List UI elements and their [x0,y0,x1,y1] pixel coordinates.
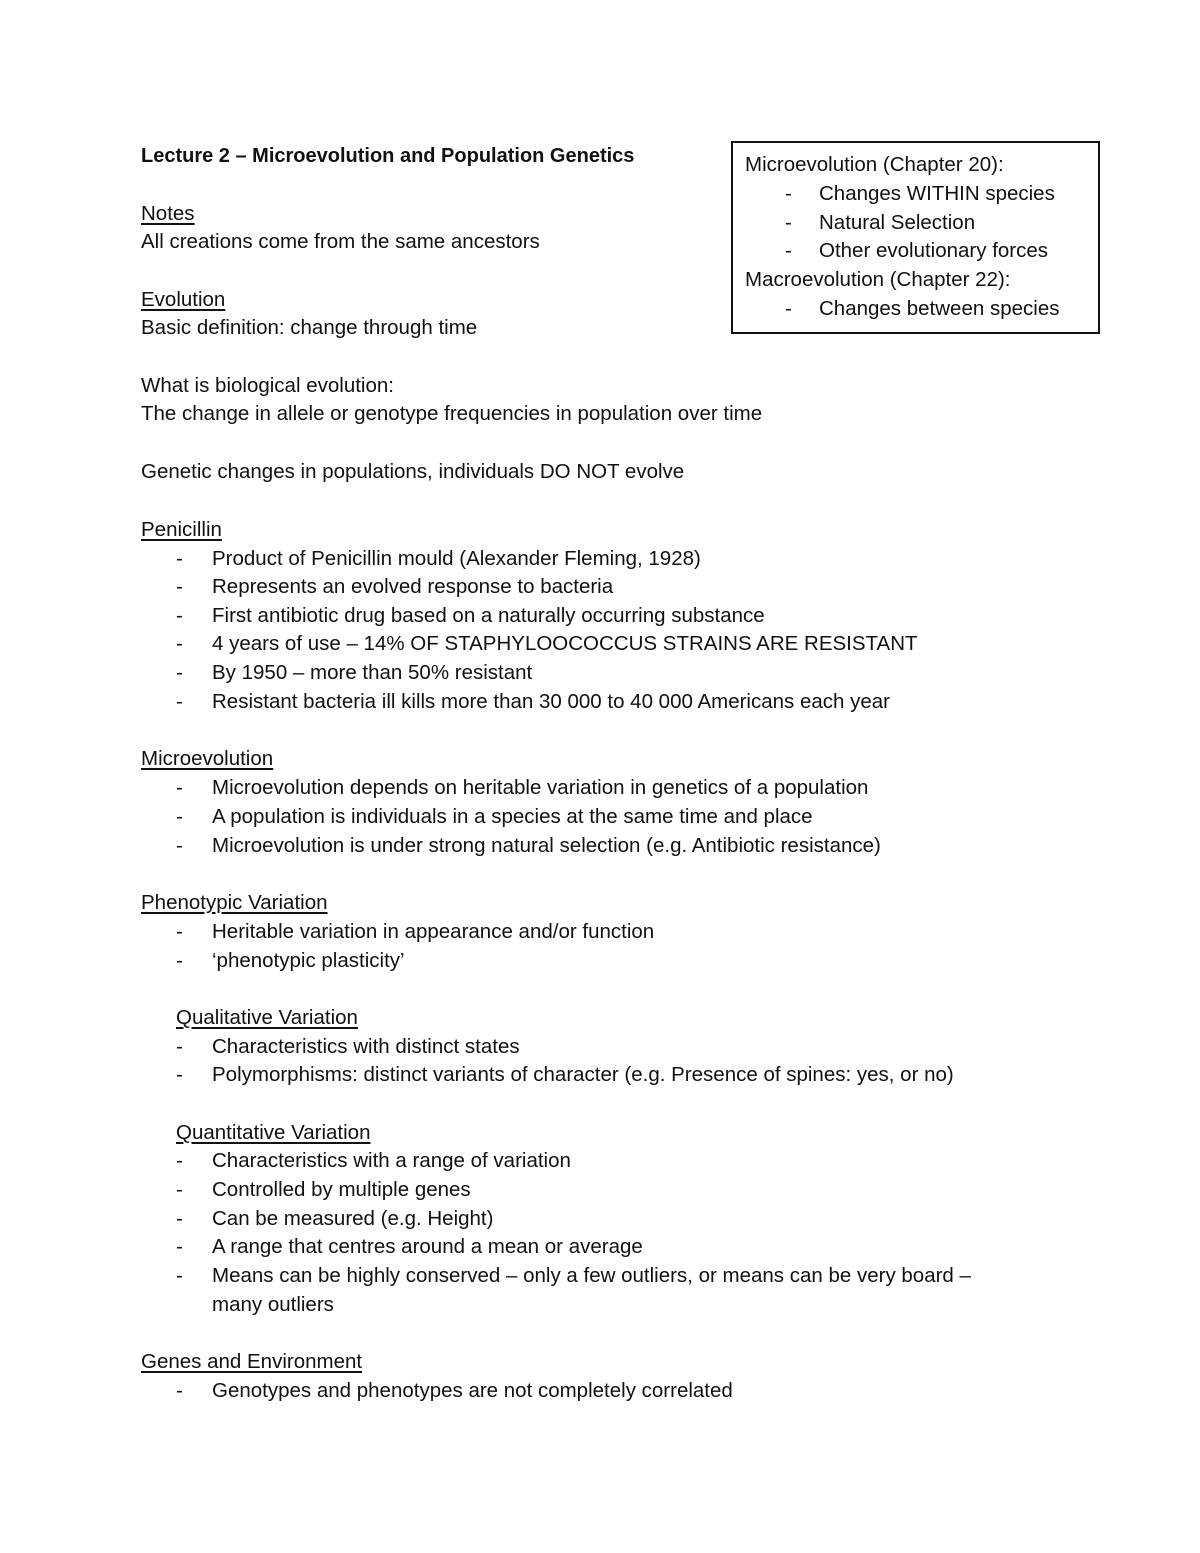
list-item: - Characteristics with a range of variation [176,1149,571,1172]
evolution-question: What is biological evolution: [141,374,394,397]
notes-text: All creations come from the same ancestors [141,230,540,253]
list-item: - A population is individuals in a species at the same time and place [176,805,813,828]
evolution-answer: The change in allele or genotype frequencies in population over time [141,402,763,425]
chapter-summary-box [731,141,1100,334]
list-item: - Resistant bacteria ill kills more than 30 000 to 40 000 Americans each year [176,690,891,713]
evolution-definition: Basic definition: change through time [141,316,478,339]
microevolution-heading: Microevolution [141,747,274,770]
list-item: - 4 years of use – 14% OF STAPHYLOOCOCCUS STRAINS ARE RESISTANT [176,632,918,655]
list-item: - Microevolution depends on heritable variation in genetics of a population [176,776,869,799]
list-item: - Represents an evolved response to bacteria [176,575,614,598]
list-item: - Characteristics with distinct states [176,1035,520,1058]
list-item: - Controlled by multiple genes [176,1178,471,1201]
list-item: - By 1950 – more than 50% resistant [176,661,533,684]
list-item: - Microevolution is under strong natural selection (e.g. Antibiotic resistance) [176,834,881,857]
qualitative-heading: Qualitative Variation [176,1006,358,1029]
list-item: - ‘phenotypic plasticity’ [176,949,405,972]
evolution-note: Genetic changes in populations, individuals DO NOT evolve [141,460,685,483]
list-item: - First antibiotic drug based on a naturally occurring substance [176,604,765,627]
list-item: - Can be measured (e.g. Height) [176,1207,494,1230]
list-item: - Heritable variation in appearance and/or function [176,920,655,943]
notes-heading: Notes [141,202,195,225]
box-list-item: - Changes between species [785,297,1060,320]
box-list-item: - Natural Selection [785,211,976,234]
box-list-item: - Changes WITHIN species [785,182,1055,205]
genes-environment-heading: Genes and Environment [141,1350,363,1373]
list-item: - Polymorphisms: distinct variants of character (e.g. Presence of spines: yes, or no) [176,1063,954,1086]
penicillin-heading: Penicillin [141,518,222,541]
list-item: - Genotypes and phenotypes are not completely correlated [176,1379,733,1402]
evolution-heading: Evolution [141,288,226,311]
quantitative-heading: Quantitative Variation [176,1121,371,1144]
list-item: - Means can be highly conserved – only a few outliers, or means can be very board – [176,1264,971,1287]
macro-chapter-heading: Macroevolution (Chapter 22): [745,268,1011,291]
box-list-item: - Other evolutionary forces [785,239,1049,262]
list-item: - A range that centres around a mean or average [176,1235,643,1258]
lecture-title: Lecture 2 – Microevolution and Population Genetics [141,145,635,167]
phenotypic-heading: Phenotypic Variation [141,891,328,914]
micro-chapter-heading: Microevolution (Chapter 20): [745,153,1004,176]
list-item: - Product of Penicillin mould (Alexander Fleming, 1928) [176,547,701,570]
list-item-continuation: many outliers [212,1293,334,1316]
